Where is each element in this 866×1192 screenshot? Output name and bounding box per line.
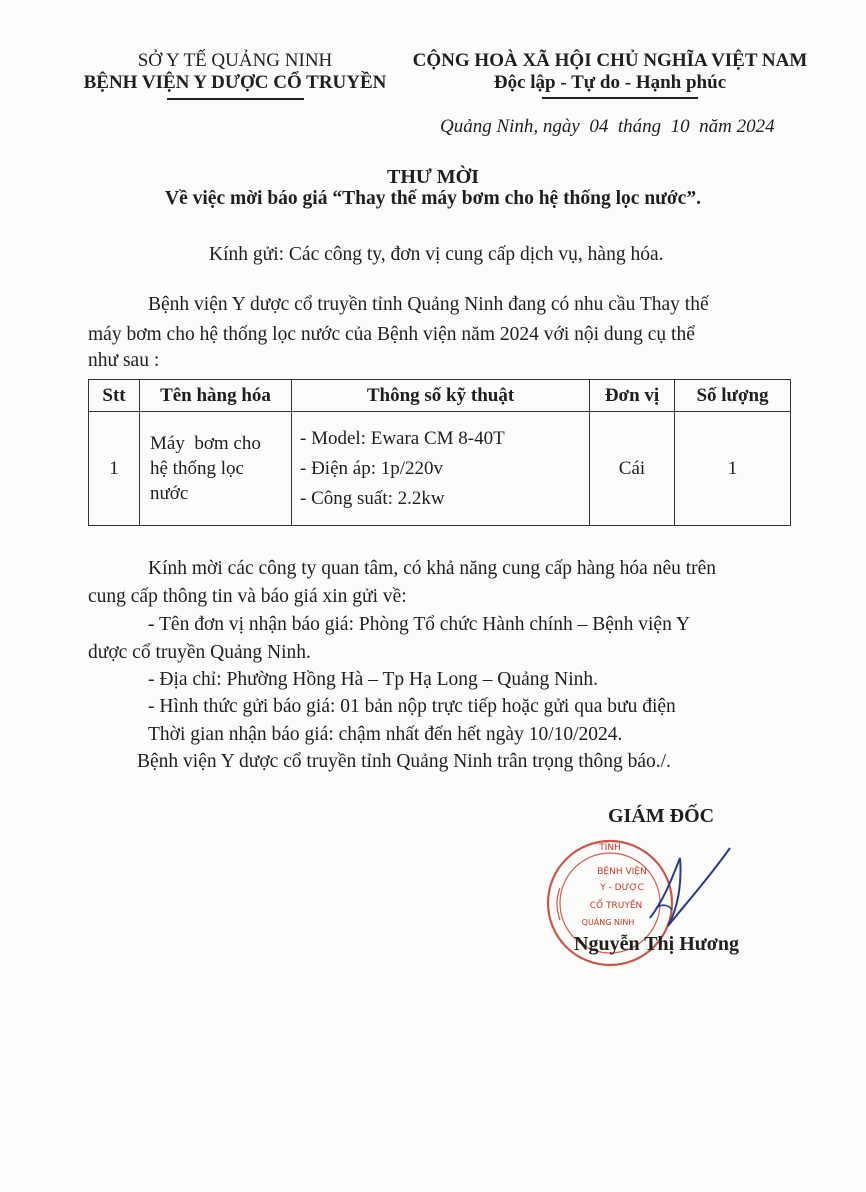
header-item-name: Tên hàng hóa (140, 380, 292, 412)
cell-unit: Cái (590, 412, 675, 526)
header-spec: Thông số kỹ thuật (292, 380, 590, 412)
receiver-line-2: dược cổ truyền Quảng Ninh. (88, 642, 311, 663)
date-line: Quảng Ninh, ngày 04 tháng 10 năm 2024 (440, 116, 775, 137)
svg-text:Y - DƯỢC: Y - DƯỢC (600, 883, 644, 893)
header-unit: Đơn vị (590, 380, 675, 412)
svg-text:BỆNH VIỆN: BỆNH VIỆN (597, 867, 647, 877)
nation-title: CỘNG HOÀ XÃ HỘI CHỦ NGHĨA VIỆT NAM (412, 50, 808, 71)
invite-line-2: cung cấp thông tin và báo giá xin gửi về: (88, 586, 407, 607)
receiver-line-1: - Tên đơn vị nhận báo giá: Phòng Tổ chức Hành chính – Bệnh viện Y (148, 614, 691, 635)
cell-stt: 1 (89, 412, 140, 526)
document-subject: Về việc mời báo giá “Thay thế máy bơm cho hệ thống lọc nước”. (165, 188, 701, 209)
department-name: SỞ Y TẾ QUẢNG NINH (137, 50, 333, 71)
national-motto: Độc lập - Tự do - Hạnh phúc (493, 72, 727, 93)
item-name-line: Máy bơm cho (150, 433, 261, 454)
hospital-underline (167, 98, 304, 100)
intro-line-1: Bệnh viện Y dược cổ truyền tỉnh Quảng Ninh đang có nhu cầu Thay thế (148, 294, 709, 315)
cell-spec (292, 412, 590, 526)
svg-text:TỈNH: TỈNH (599, 843, 621, 853)
item-name-line: nước (150, 483, 189, 504)
spec-line: - Model: Ewara CM 8-40T (300, 427, 505, 449)
table-row (89, 412, 791, 526)
closing-line: Bệnh viện Y dược cổ truyền tỉnh Quảng Ninh trân trọng thông báo./. (137, 751, 671, 772)
cell-item-name (140, 412, 292, 526)
item-name-line: hệ thống lọc (150, 458, 244, 479)
handwritten-signature (610, 838, 740, 938)
document-title: THƯ MỜI (386, 166, 480, 188)
header-stt: Stt (89, 380, 140, 412)
greeting: Kính gửi: Các công ty, đơn vị cung cấp dịch vụ, hàng hóa. (209, 244, 664, 265)
motto-underline (542, 97, 698, 99)
table-header-row (89, 380, 791, 412)
intro-line-2: máy bơm cho hệ thống lọc nước của Bệnh viện năm 2024 với nội dung cụ thể (88, 324, 695, 345)
method-line: - Hình thức gửi báo giá: 01 bản nộp trực tiếp hoặc gửi qua bưu điện (148, 696, 676, 717)
svg-text:CỔ TRUYỀN: CỔ TRUYỀN (589, 901, 643, 911)
deadline-line: Thời gian nhận báo giá: chậm nhất đến hết ngày 10/10/2024. (148, 724, 623, 745)
hospital-name: BỆNH VIỆN Y DƯỢC CỔ TRUYỀN (83, 72, 387, 93)
svg-text:QUẢNG NINH: QUẢNG NINH (581, 918, 635, 927)
goods-table (88, 379, 791, 526)
invite-line-1: Kính mời các công ty quan tâm, có khả năng cung cấp hàng hóa nêu trên (148, 558, 717, 579)
spec-line: - Công suất: 2.2kw (300, 487, 445, 509)
cell-quantity: 1 (675, 412, 791, 526)
signer-name: Nguyễn Thị Hương (574, 933, 739, 955)
intro-line-3: như sau : (88, 350, 160, 371)
header-quantity: Số lượng (675, 380, 791, 412)
spec-line: - Điện áp: 1p/220v (300, 457, 444, 479)
signer-position: GIÁM ĐỐC (608, 805, 715, 827)
address-line: - Địa chỉ: Phường Hồng Hà – Tp Hạ Long – Quảng Ninh. (148, 669, 599, 690)
